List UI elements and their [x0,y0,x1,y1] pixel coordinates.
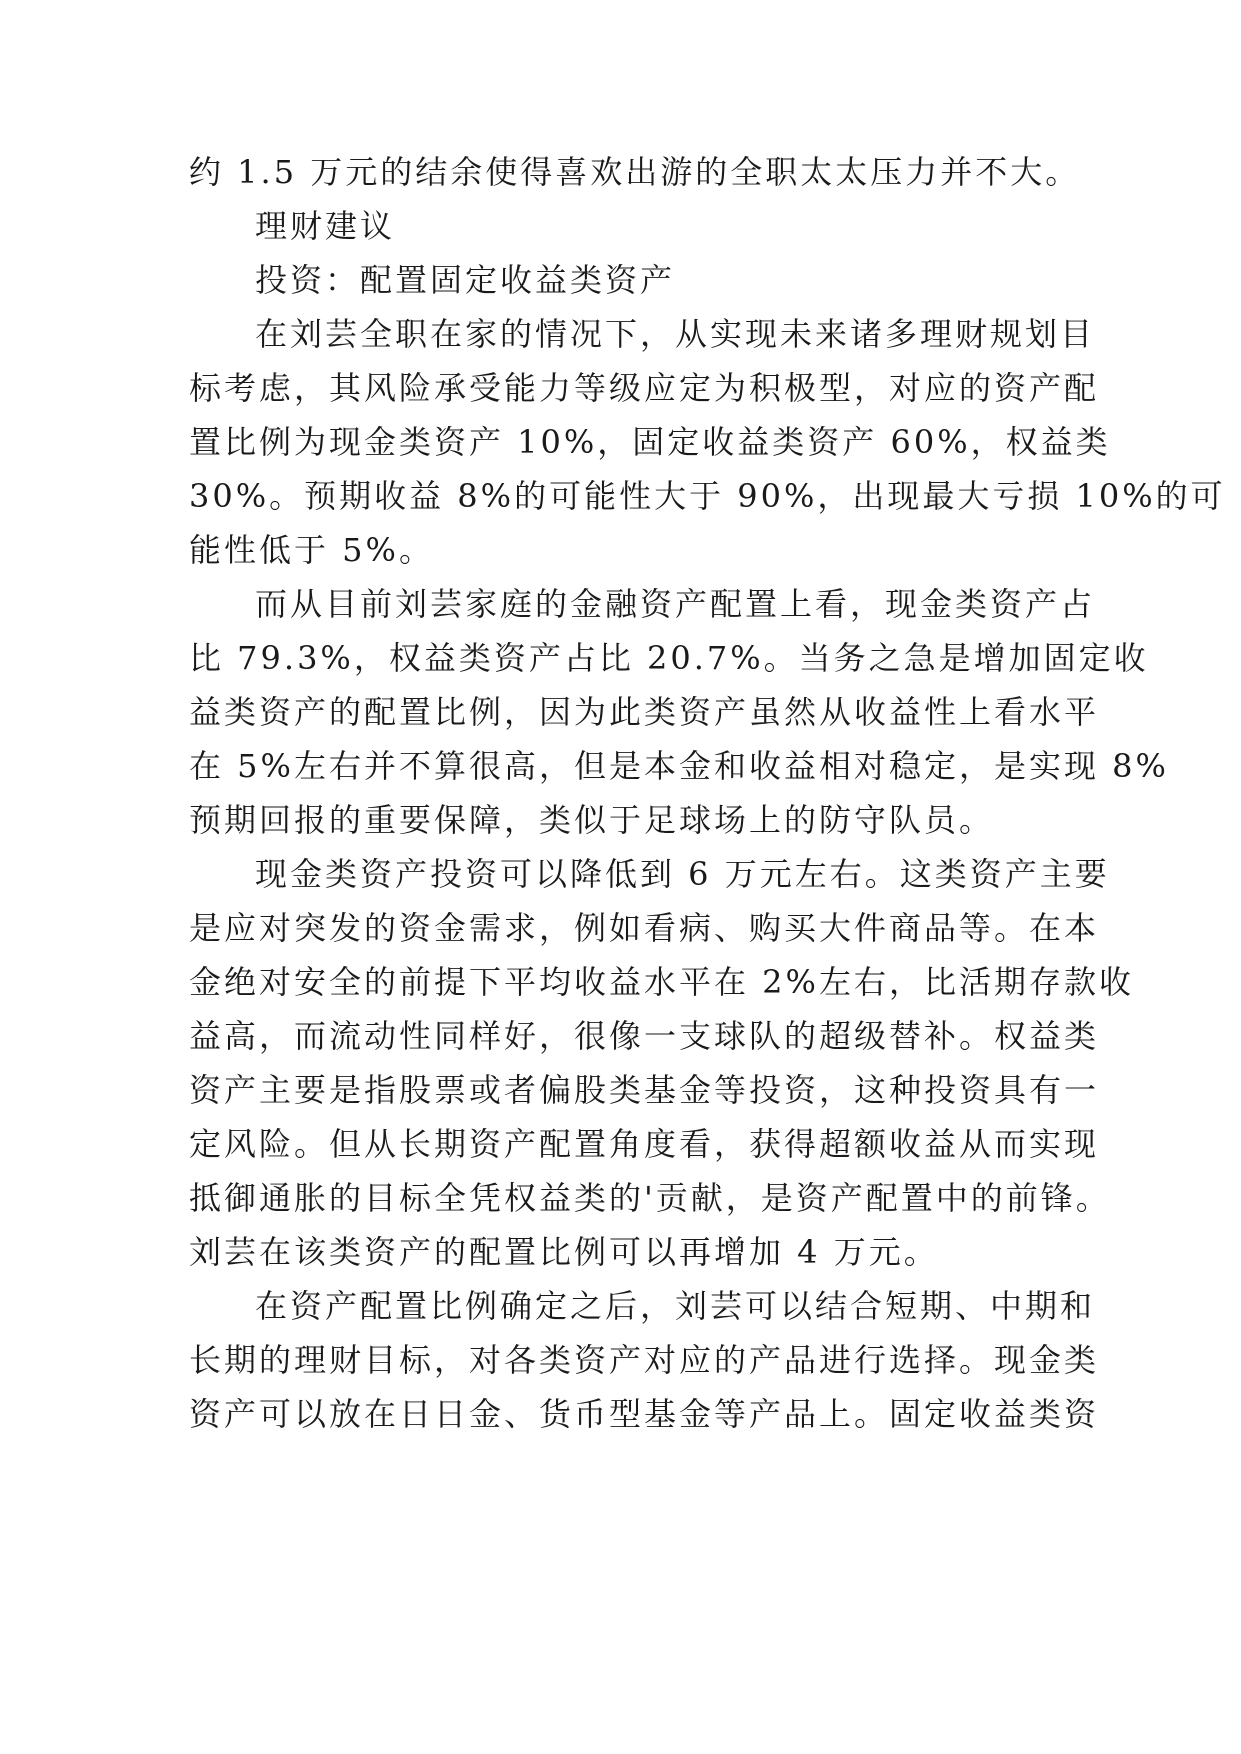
paragraph-line: 资产主要是指股票或者偏股类基金等投资，这种投资具有一 [189,1071,1100,1109]
paragraph-line: 约 1.5 万元的结余使得喜欢出游的全职太太压力并不大。 [189,153,1081,191]
paragraph-line: 在刘芸全职在家的情况下，从实现未来诸多理财规划目 [255,315,1096,353]
paragraph-line: 资产可以放在日日金、货币型基金等产品上。固定收益类资 [189,1395,1100,1433]
paragraph-line: 刘芸在该类资产的配置比例可以再增加 4 万元。 [189,1233,939,1271]
paragraph-line: 益高，而流动性同样好，很像一支球队的超级替补。权益类 [189,1017,1100,1055]
paragraph-line: 是应对突发的资金需求，例如看病、购买大件商品等。在本 [189,909,1100,947]
paragraph-line: 而从目前刘芸家庭的金融资产配置上看，现金类资产占 [255,585,1096,623]
paragraph-line: 金绝对安全的前提下平均收益水平在 2%左右，比活期存款收 [189,963,1134,1001]
paragraph-line: 置比例为现金类资产 10%，固定收益类资产 60%，权益类 [189,423,1111,461]
section-heading: 理财建议 [255,207,396,245]
paragraph-line: 在资产配置比例确定之后，刘芸可以结合短期、中期和 [255,1287,1096,1325]
subsection-heading: 投资：配置固定收益类资产 [255,261,676,299]
paragraph-line: 益类资产的配置比例，因为此类资产虽然从收益性上看水平 [189,693,1100,731]
paragraph-line: 在 5%左右并不算很高，但是本金和收益相对稳定，是实现 8% [189,747,1169,785]
paragraph-line: 定风险。但从长期资产配置角度看，获得超额收益从而实现 [189,1125,1100,1163]
paragraph-line: 现金类资产投资可以降低到 6 万元左右。这类资产主要 [255,855,1110,893]
paragraph-line: 长期的理财目标，对各类资产对应的产品进行选择。现金类 [189,1341,1100,1379]
paragraph-line: 30%。预期收益 8%的可能性大于 90%，出现最大亏损 10%的可 [189,477,1226,515]
paragraph-line: 预期回报的重要保障，类似于足球场上的防守队员。 [189,801,995,839]
paragraph-line: 标考虑，其风险承受能力等级应定为积极型，对应的资产配 [189,369,1100,407]
paragraph-line: 比 79.3%，权益类资产占比 20.7%。当务之急是增加固定收 [189,639,1149,677]
paragraph-line: 抵御通胀的目标全凭权益类的'贡献，是资产配置中的前锋。 [189,1179,1111,1217]
paragraph-line: 能性低于 5%。 [189,531,434,569]
